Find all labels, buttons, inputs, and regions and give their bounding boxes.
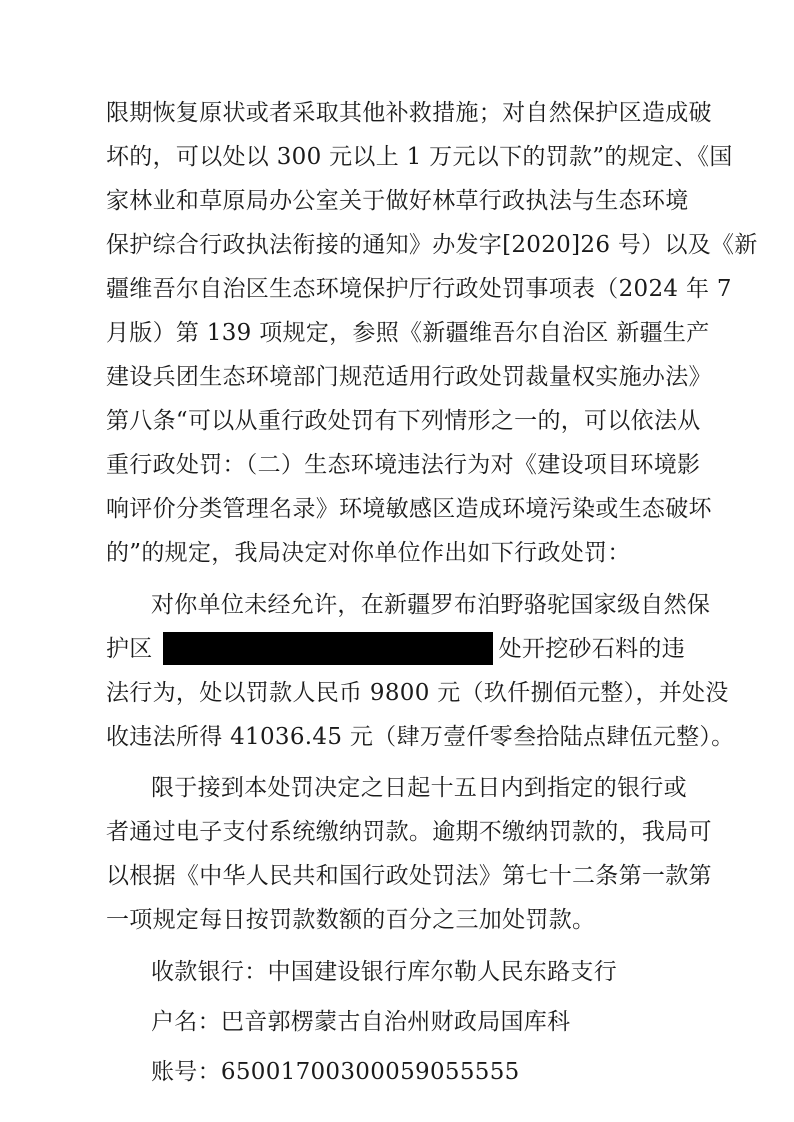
paragraph-line: 以根据《中华人民共和国行政处罚法》第七十二条第一款第 (106, 863, 712, 889)
paragraph-line: 限于接到本处罚决定之日起十五日内到指定的银行或 (151, 775, 687, 801)
paragraph-line: 月版）第 139 项规定，参照《新疆维吾尔自治区 新疆生产 (106, 320, 710, 346)
paragraph-line: 一项规定每日按罚款数额的百分之三加处罚款。 (106, 907, 596, 933)
paragraph-line: 对你单位未经允许，在新疆罗布泊野骆驼国家级自然保 (151, 592, 711, 618)
account-number: 账号：65001700300059055555 (151, 1059, 520, 1085)
paragraph-line: 收违法所得 41036.45 元（肆万壹仟零叁拾陆点肆伍元整）。 (106, 724, 735, 750)
redaction-block (163, 632, 493, 665)
paragraph-line: 家林业和草原局办公室关于做好林草行政执法与生态环境 (106, 188, 689, 214)
paragraph-line: 的”的规定，我局决定对你单位作出如下行政处罚： (106, 540, 631, 566)
paragraph-line: 响评价分类管理名录》环境敏感区造成环境污染或生态破坏 (106, 496, 712, 522)
line-text-start: 护区 (106, 636, 153, 662)
paragraph-line-redacted (106, 629, 685, 669)
line-text-end: 处开挖砂石料的违 (498, 636, 686, 662)
paragraph-line: 第八条“可以从重行政处罚有下列情形之一的，可以依法从 (106, 408, 701, 434)
paragraph-line: 限期恢复原状或者采取其他补救措施；对自然保护区造成破 (106, 100, 712, 126)
account-name: 户名：巴音郭楞蒙古自治州财政局国库科 (151, 1009, 571, 1035)
paragraph-line: 法行为，处以罚款人民币 9800 元（玖仟捌佰元整），并处没 (106, 680, 729, 706)
paragraph-line: 坏的，可以处以 300 元以上 1 万元以下的罚款”的规定、《国 (106, 144, 733, 170)
paragraph-line: 者通过电子支付系统缴纳罚款。逾期不缴纳罚款的，我局可 (106, 819, 712, 845)
paragraph-line: 重行政处罚：（二）生态环境违法行为对《建设项目环境影 (106, 452, 701, 478)
paragraph-line: 建设兵团生态环境部门规范适用行政处罚裁量权实施办法》 (106, 364, 712, 390)
payee-bank: 收款银行：中国建设银行库尔勒人民东路支行 (151, 959, 617, 985)
paragraph-line: 疆维吾尔自治区生态环境保护厅行政处罚事项表（2024 年 7 (106, 276, 732, 302)
paragraph-line: 保护综合行政执法衔接的通知》办发字[2020]26 号）以及《新 (106, 232, 758, 258)
